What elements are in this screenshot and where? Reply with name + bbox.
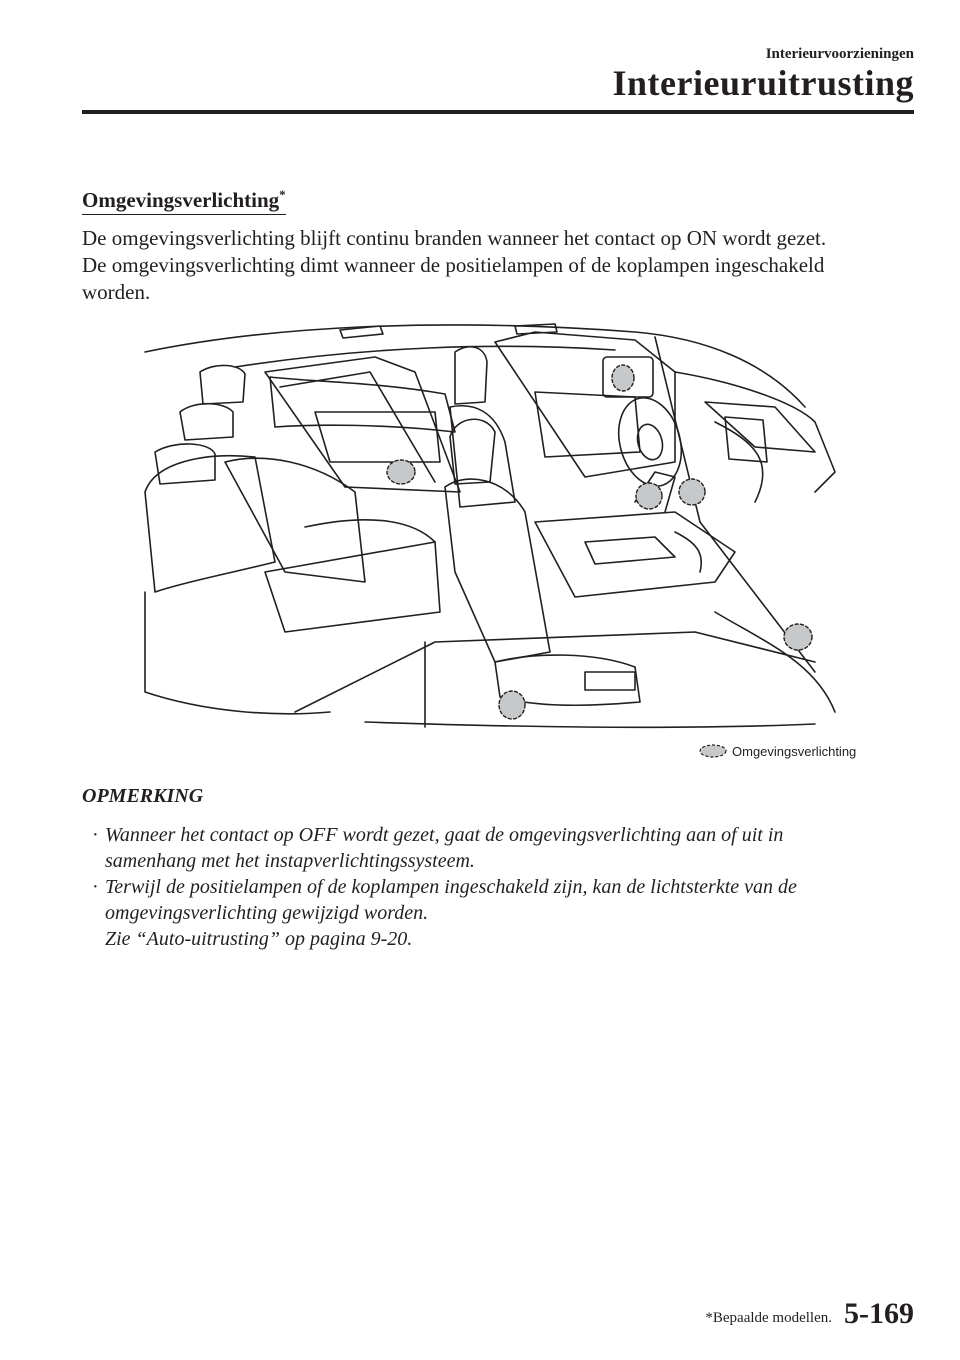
note-line: Wanneer het contact op OFF wordt gezet, gaat de omgevingsverlichting aan of uit in <box>105 824 784 846</box>
paragraph-line: De omgevingsverlichting dimt wanneer de positielampen of de koplampen ingeschakeld <box>82 253 825 277</box>
paragraph-line: worden. <box>82 280 151 304</box>
note-line: Zie “Auto-uitrusting” op pagina 9-20. <box>105 928 413 950</box>
note-bullet: · <box>92 876 99 898</box>
section-title-marker: * <box>279 187 286 202</box>
section-title-text: Omgevingsverlichting <box>82 188 280 212</box>
footnote: *Bepaalde modellen. <box>705 1310 832 1326</box>
note-bullet: · <box>92 824 99 846</box>
note-line: samenhang met het instapverlichtingssysteem. <box>105 850 475 872</box>
section-paragraph <box>82 225 882 306</box>
paragraph-line: De omgevingsverlichting blijft continu branden wanneer het contact op ON wordt gezet. <box>82 226 827 250</box>
legend-label: Omgevingsverlichting <box>732 743 857 759</box>
section-title <box>82 182 286 215</box>
header-category: Interieurvoorzieningen <box>765 46 914 62</box>
car-interior-illustration <box>115 312 845 730</box>
header-divider <box>82 110 914 114</box>
figure-legend <box>698 738 856 764</box>
page-number: 5-169 <box>844 1297 914 1330</box>
page-title: Interieuruitrusting <box>612 63 914 103</box>
note-line: Terwijl de positielampen of de koplampen ingeschakeld zijn, kan de lichtsterkte van de <box>105 876 797 898</box>
note-title: OPMERKING <box>82 785 204 807</box>
note-list <box>90 822 900 952</box>
ambient-light-marker-icon <box>698 743 728 759</box>
note-item <box>90 874 900 952</box>
note-item <box>90 822 900 874</box>
note-line: omgevingsverlichting gewijzigd worden. <box>105 902 429 924</box>
